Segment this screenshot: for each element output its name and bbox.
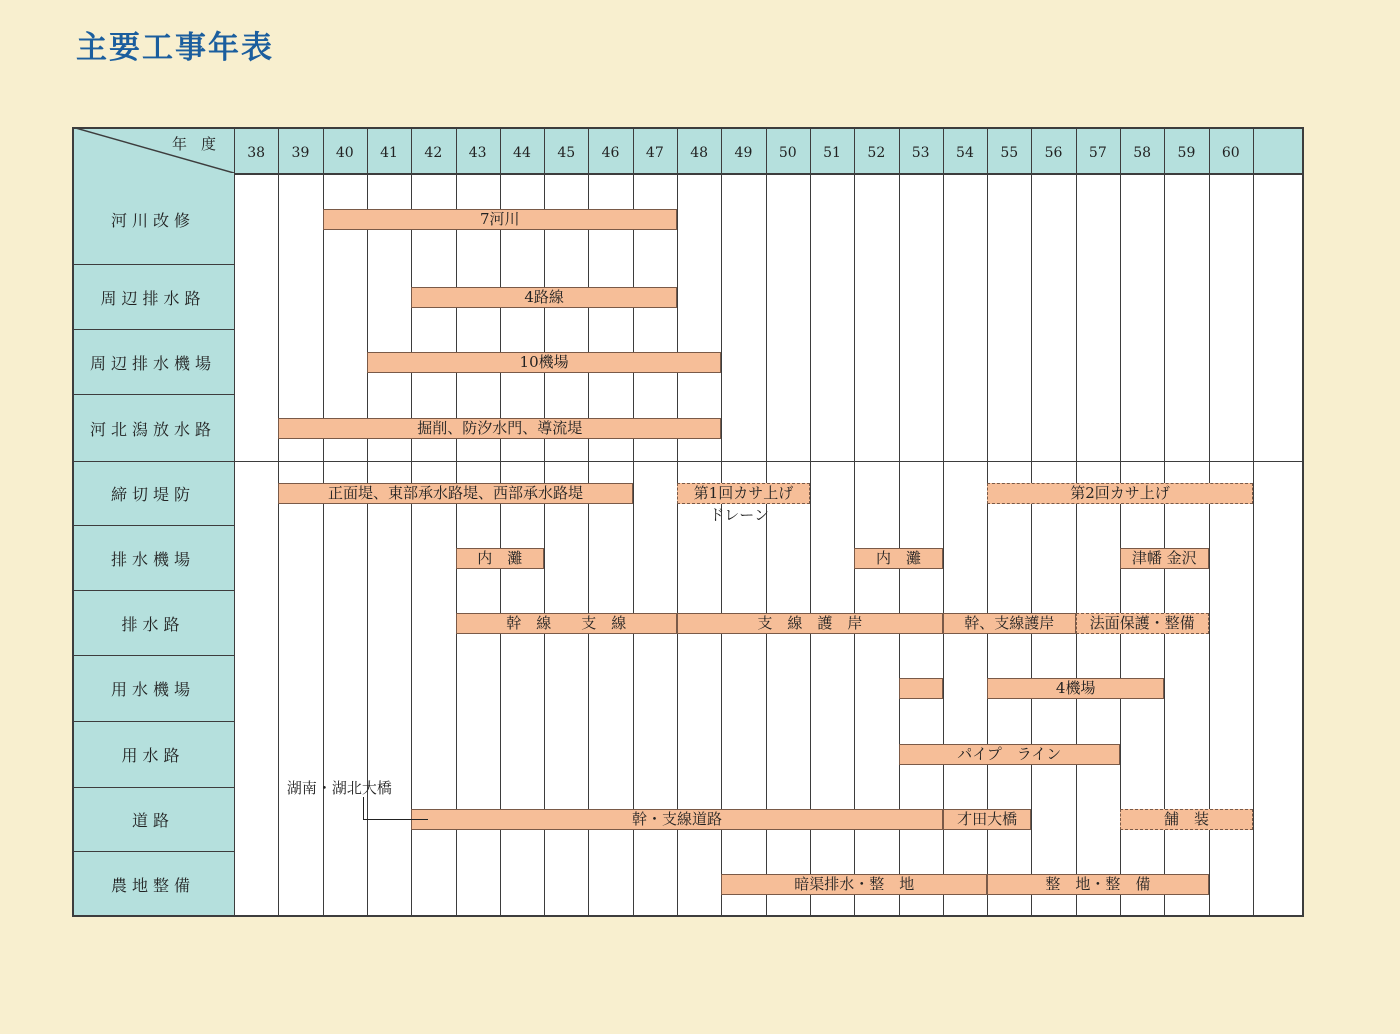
chart-annotation: ドレーン (709, 506, 769, 524)
grid-column-line (500, 127, 501, 917)
year-label: 38 (247, 145, 266, 161)
timeline-bar: 掘削、防汐水門、導流堤 (278, 418, 721, 439)
timeline-bar: 10機場 (367, 352, 721, 373)
grid-column-line (323, 127, 324, 917)
timeline-bar: 暗渠排水・整 地 (721, 874, 987, 895)
grid-column-line (633, 127, 634, 917)
year-label: 49 (734, 145, 753, 161)
year-label: 50 (778, 145, 797, 161)
timeline-bar: 4機場 (987, 678, 1164, 699)
timeline-bar: 津幡 金沢 (1120, 548, 1209, 569)
timeline-bar: 整 地・整 備 (987, 874, 1209, 895)
row-label: 農地整備 (110, 876, 195, 895)
year-label: 55 (1000, 145, 1019, 161)
grid-row-line (72, 461, 1304, 462)
fiscal-year-header-label: 年度 (172, 135, 231, 153)
timeline-bar: 内 灘 (456, 548, 545, 569)
row-label: 河川改修 (110, 210, 195, 230)
year-label: 42 (424, 145, 443, 161)
year-label: 52 (867, 145, 886, 161)
timeline-bar: 幹・支線道路 (411, 809, 943, 830)
chart-annotation: 湖南・湖北大橋 (286, 779, 392, 797)
timeline-bar: 才田大橋 (943, 809, 1032, 830)
grid-row-line (72, 264, 234, 265)
timeline-bar: 舗 装 (1120, 809, 1253, 830)
grid-column-line (899, 127, 900, 917)
timeline-bar: 正面堤、東部承水路堤、西部承水路堤 (278, 483, 632, 504)
grid-column-line (677, 127, 678, 917)
grid-row-line (72, 787, 234, 788)
year-label: 43 (468, 145, 487, 161)
year-label: 40 (335, 145, 354, 161)
year-label: 41 (380, 145, 398, 161)
row-label: 周辺排水機場 (89, 353, 216, 373)
timeline-bar: 支 線 護 岸 (677, 613, 943, 634)
timeline-bar: 幹、支線護岸 (943, 613, 1076, 634)
row-label: 用水機場 (110, 680, 195, 699)
year-label: 56 (1044, 145, 1063, 161)
timeline-bar: 7河川 (323, 209, 677, 230)
timeline-bar: パイプ ライン (899, 744, 1121, 765)
timeline-bar: 幹 線 支 線 (456, 613, 678, 634)
grid-row-line (72, 394, 234, 395)
timeline-bar: 第2回カサ上げ (987, 483, 1253, 504)
year-label: 60 (1221, 145, 1240, 161)
grid-column-line (1164, 127, 1165, 917)
timeline-bar: 内 灘 (854, 548, 943, 569)
grid-column-line (1209, 127, 1210, 917)
grid-column-line (456, 127, 457, 917)
year-label: 48 (690, 145, 709, 161)
grid-column-line (1120, 127, 1121, 917)
grid-column-line (854, 127, 855, 917)
year-label: 59 (1177, 145, 1196, 161)
grid-row-line (72, 721, 234, 722)
grid-column-line (810, 127, 811, 917)
timeline-bar (899, 678, 943, 699)
grid-row-line (72, 525, 234, 526)
row-label: 排水機場 (110, 549, 195, 569)
timeline-bar: 法面保護・整備 (1076, 613, 1209, 634)
row-label: 河北潟放水路 (89, 419, 216, 439)
year-label: 54 (956, 145, 974, 161)
row-label: 排水路 (121, 614, 185, 634)
grid-column-line (1031, 127, 1032, 917)
year-label: 44 (513, 145, 531, 161)
grid-row-line (72, 590, 234, 591)
row-label: 用水路 (121, 746, 185, 765)
grid-column-line (987, 127, 988, 917)
year-label: 47 (645, 145, 664, 161)
row-label: 締切堤防 (110, 485, 195, 504)
grid-column-line (544, 127, 545, 917)
construction-timeline-chart (72, 127, 1304, 917)
grid-column-line (278, 127, 279, 917)
year-label: 58 (1133, 145, 1152, 161)
annotation-leader-line (363, 797, 428, 820)
timeline-bar: 第1回カサ上げ (677, 483, 810, 504)
row-label: 周辺排水路 (100, 288, 206, 308)
grid-row-line (72, 329, 234, 330)
timeline-bar: 4路線 (411, 287, 677, 308)
year-label: 39 (291, 145, 310, 161)
page-title: 主要工事年表 (76, 30, 274, 66)
grid-row-line (72, 655, 234, 656)
grid-column-line (1253, 127, 1254, 917)
grid-column-line (588, 127, 589, 917)
year-label: 45 (557, 145, 576, 161)
year-label: 57 (1088, 145, 1107, 161)
grid-column-line (943, 127, 944, 917)
grid-row-line (72, 851, 234, 852)
year-label: 53 (911, 145, 930, 161)
year-label: 51 (823, 145, 841, 161)
row-label: 道路 (131, 811, 174, 830)
grid-column-line (234, 127, 235, 917)
grid-column-line (1076, 127, 1077, 917)
year-label: 46 (601, 145, 620, 161)
